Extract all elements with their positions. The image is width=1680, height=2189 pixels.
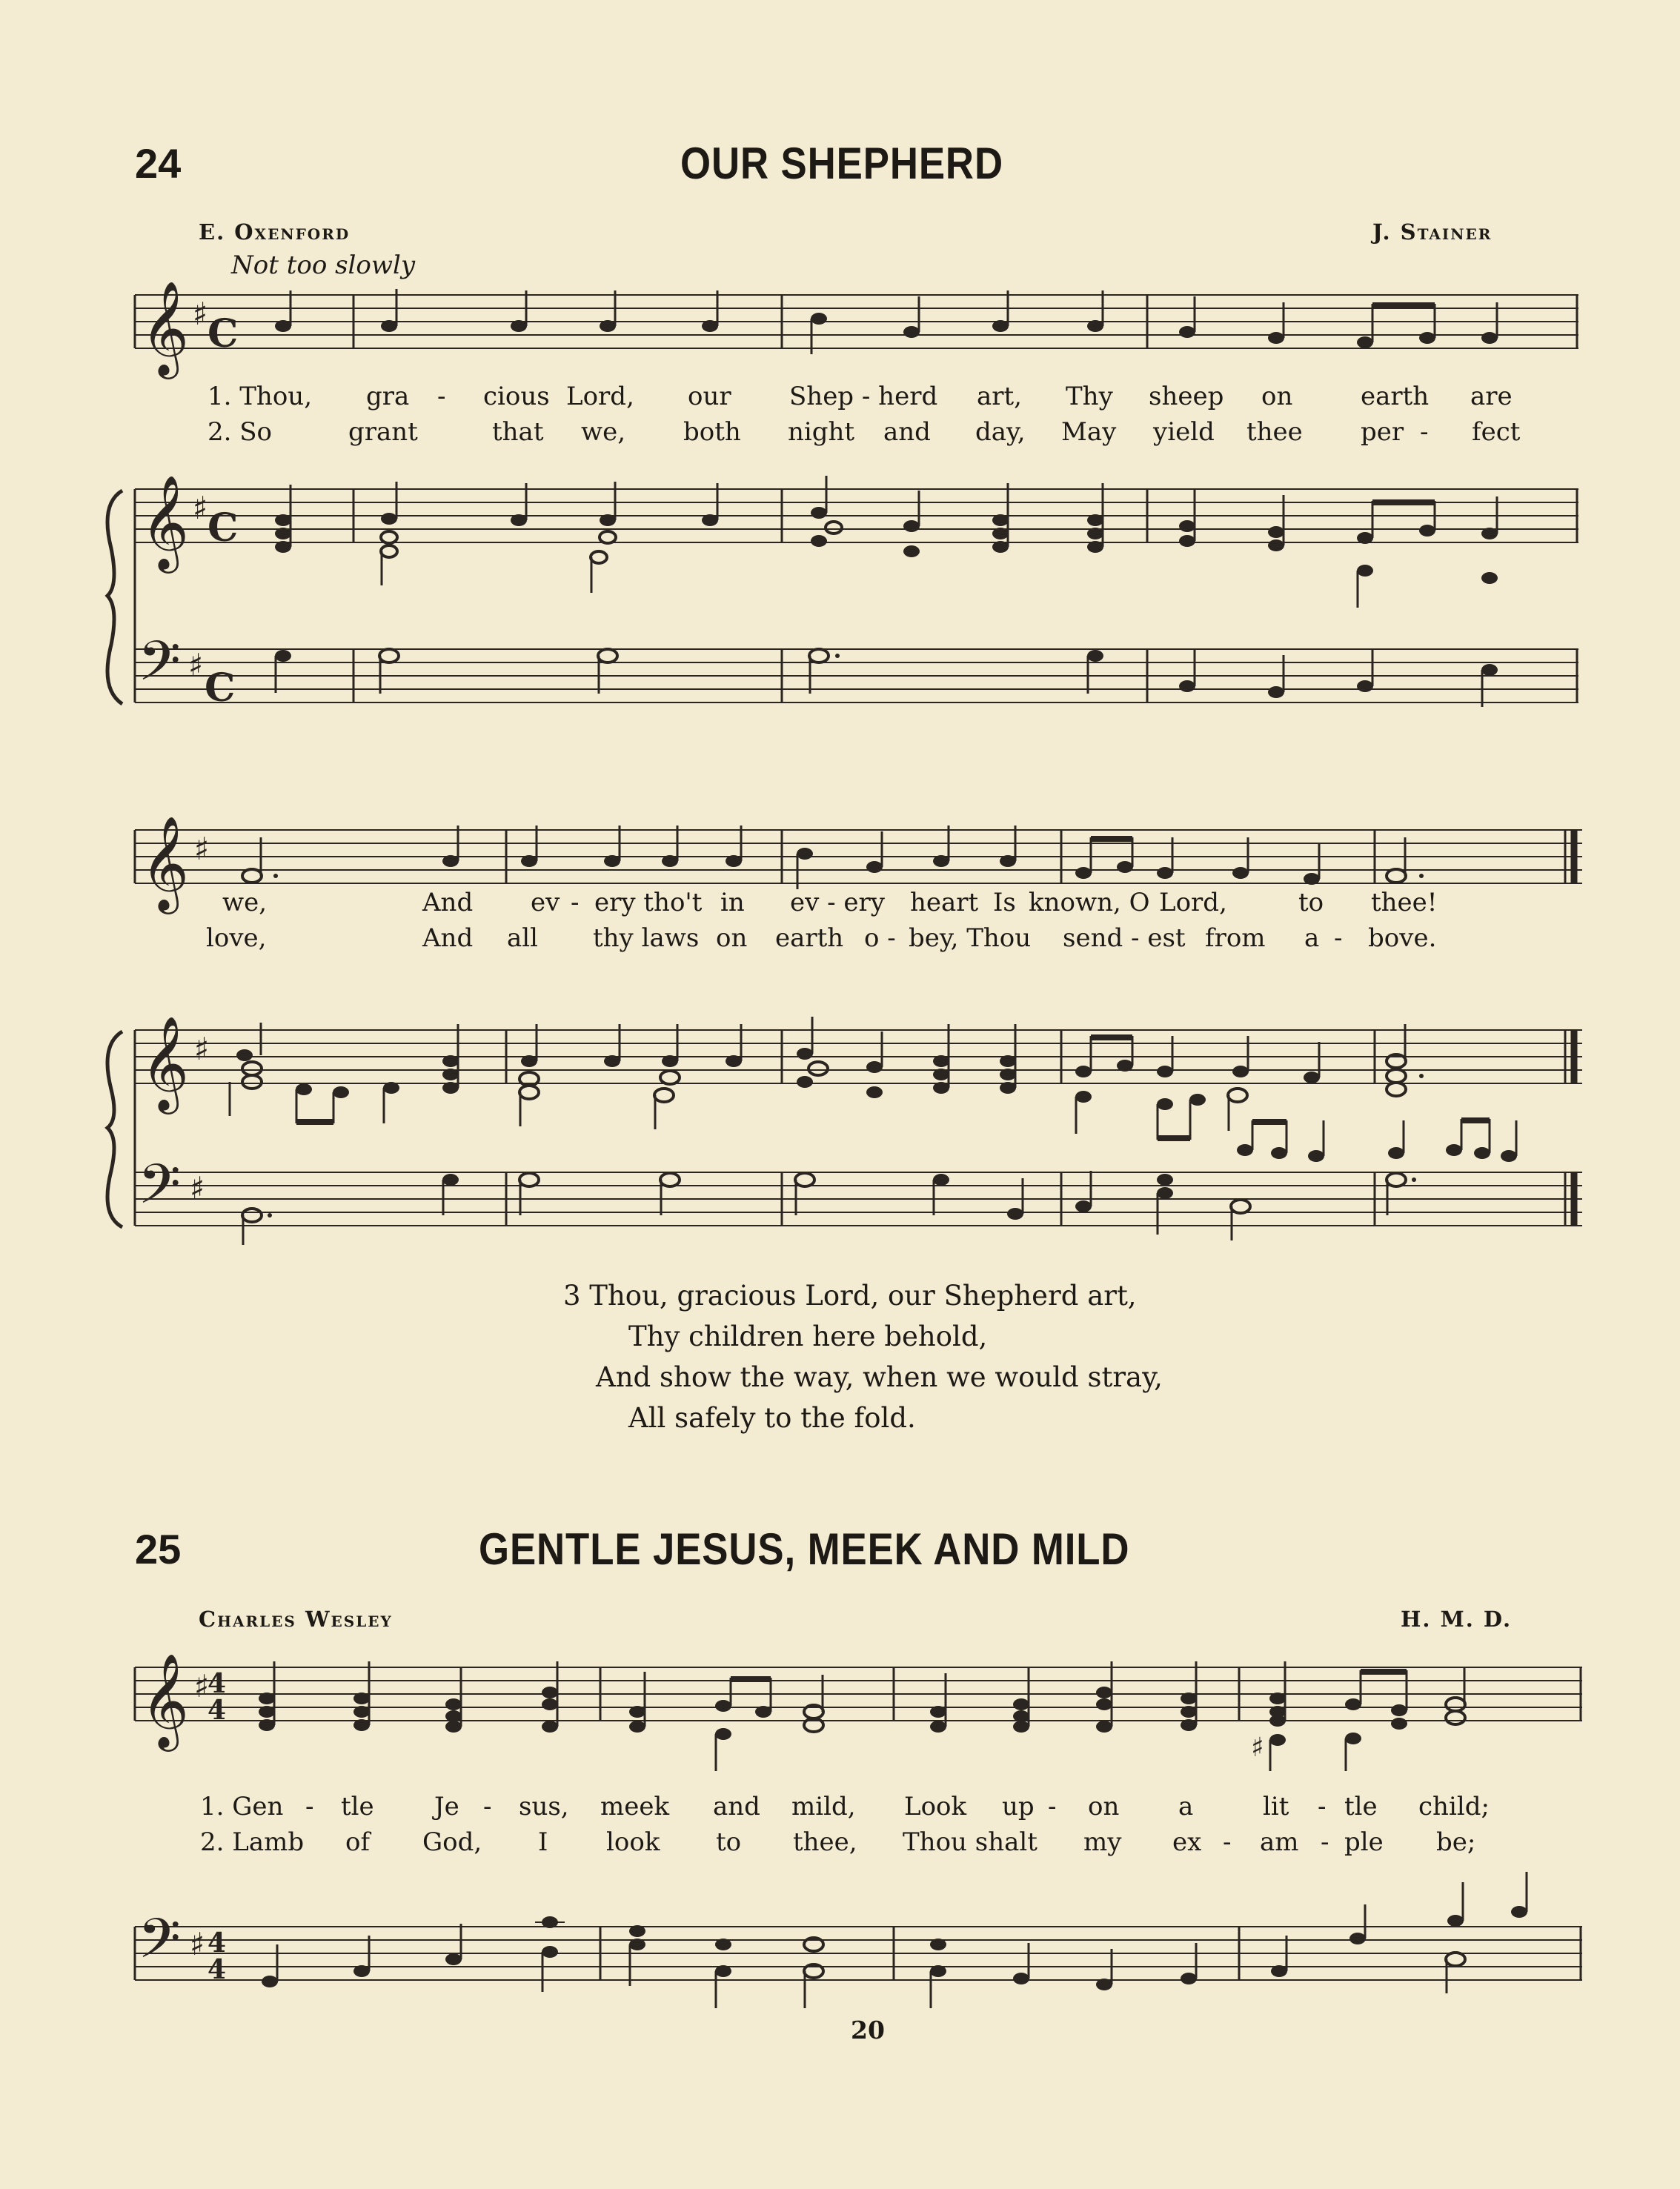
lyric: - [437,382,446,411]
lyric: thy laws [593,923,700,953]
lyric: from [1205,923,1266,953]
lyric: ple [1344,1827,1384,1857]
lyric: Shep - herd [789,382,938,411]
lyric: to [1298,888,1324,917]
lyric: ex [1172,1827,1202,1857]
lyric: of [345,1827,371,1857]
lyric: May [1061,417,1117,447]
score-system-1 [0,282,1680,726]
composer-credit: J. Stainer [1372,219,1493,245]
svg-text:𝄞: 𝄞 [141,815,190,910]
lyric: ery tho't [594,888,703,917]
lyric: all [507,923,539,953]
treble-staff [135,1667,1582,1721]
lyric: my [1083,1827,1122,1857]
lyric: be; [1436,1827,1476,1857]
lyric: up [1002,1792,1035,1821]
svg-text:𝄞: 𝄞 [141,282,190,375]
lyric: are [1470,382,1513,411]
composer-credit: H. M. D. [1401,1607,1513,1632]
svg-text:𝄢: 𝄢 [138,629,181,707]
svg-text:C: C [207,311,239,356]
page-number: 20 [851,2016,885,2044]
lyric: mild, [791,1792,856,1821]
piano-treble-staff [135,1030,1582,1083]
lyric: thee, [793,1827,857,1857]
score-system-2 [0,785,1680,1245]
piano-bass-staff [135,1172,1582,1226]
lyric: God, [422,1827,482,1857]
svg-text:♯: ♯ [194,831,210,867]
svg-text:♯: ♯ [193,296,208,332]
lyric: gra [366,382,410,411]
lyric: sheep [1149,382,1224,411]
lyric: 1. Thou, [207,382,312,411]
lyric: to [716,1827,742,1857]
lyric: heart [910,888,979,917]
hymn-number-25: 25 [135,1526,182,1572]
lyric: 2. Lamb [200,1827,305,1857]
lyric: grant [348,417,418,447]
lyric: I [538,1827,548,1857]
lyric: on [716,923,748,953]
svg-text:C: C [207,505,239,551]
lyric: - [1420,417,1429,447]
svg-text:♯: ♯ [194,1031,210,1067]
lyric: Thy [1066,382,1113,411]
lyric: lit [1263,1792,1289,1821]
piano-bass-staff [135,649,1578,702]
lyric: bove. [1368,923,1437,953]
lyric: o - [864,923,896,953]
lyric: - [483,1792,492,1821]
lyric: - [1334,923,1343,953]
svg-text:♯: ♯ [1251,1733,1264,1763]
hymn-number-24: 24 [135,140,182,187]
lyric: day, [975,417,1026,447]
lyric: cious [483,382,550,411]
hymn-title-our-shepherd: OUR SHEPHERD [680,139,1003,188]
lyric: - [1048,1792,1057,1821]
lyric: - [305,1792,314,1821]
lyric: Lord, [1159,888,1227,917]
lyric: night [788,417,855,447]
lyric: known, O [1029,888,1150,917]
lyric: both [683,417,741,447]
svg-text:♯: ♯ [193,490,208,526]
lyric: And [422,888,474,917]
lyric: art, [977,382,1022,411]
lyric: 2. So [207,417,273,447]
lyric: thee [1246,417,1303,447]
svg-text:𝄞: 𝄞 [141,1015,190,1110]
lyric: Is [993,888,1016,917]
lyric: meek [600,1792,670,1821]
lyric: ev - ery [790,888,886,917]
lyric: And [422,923,474,953]
svg-text:♯: ♯ [190,1170,205,1206]
lyric: - [1321,1827,1329,1857]
svg-text:C: C [205,665,236,711]
lyric: and [713,1792,760,1821]
author-credit: Charles Wesley [199,1607,393,1632]
svg-text:𝄞: 𝄞 [141,474,190,569]
piano-treble-notes [230,1017,1424,1140]
treble-notes [259,1661,1465,1771]
svg-text:4: 4 [207,1927,227,1959]
lyric: yield [1153,417,1215,447]
lyric: earth [775,923,844,953]
tempo-marking: Not too slowly [231,250,416,280]
lyric: bey, Thou [909,923,1032,953]
author-credit: E. Oxenford [199,219,351,245]
lyric: love, [206,923,267,953]
lyric: in [720,888,745,917]
svg-text:♯: ♯ [194,1668,210,1704]
svg-text:𝄢: 𝄢 [138,1152,181,1230]
lyric: a [1304,923,1320,953]
svg-text:♯: ♯ [188,647,204,683]
svg-text:𝄞: 𝄞 [141,1652,190,1747]
lyric: tle [341,1792,374,1821]
verse-line: 3 Thou, gracious Lord, our Shepherd art, [563,1280,1137,1312]
lyric: our [688,382,731,411]
lyric: am [1260,1827,1299,1857]
svg-text:4: 4 [207,1695,227,1726]
lyric: that [492,417,544,447]
melody-staff [135,830,1582,883]
svg-text:4: 4 [207,1954,227,1985]
lyric: - [1223,1827,1232,1857]
lyric: thee! [1371,888,1438,917]
verse-line: All safely to the fold. [628,1402,916,1434]
lyric: fect [1472,417,1521,447]
lyric: on [1261,382,1293,411]
svg-text:𝄢: 𝄢 [138,1907,181,1984]
lyric: per [1361,417,1404,447]
hymn-title-gentle-jesus: GENTLE JESUS, MEEK AND MILD [479,1524,1130,1574]
svg-text:4: 4 [207,1668,227,1699]
lyric: Je [434,1792,459,1821]
lyric: we, [222,888,268,917]
lyric: send - est [1063,923,1186,953]
lyric: Thou shalt [903,1827,1037,1857]
lyric: child; [1418,1792,1490,1821]
lyric: on [1088,1792,1120,1821]
verse-line: Thy children here behold, [628,1321,988,1352]
lyric: and [883,417,931,447]
piano-bass-notes [275,649,1498,707]
lyric: 1. Gen [200,1792,284,1821]
lyric: Lord, [566,382,634,411]
lyric: ev [531,888,560,917]
lyric: - [1318,1792,1327,1821]
lyric: look [606,1827,660,1857]
lyric: Look [904,1792,967,1821]
verse-line: And show the way, when we would stray, [596,1361,1163,1393]
lyric: sus, [519,1792,569,1821]
svg-text:♯: ♯ [190,1926,205,1962]
lyric: earth [1361,382,1430,411]
lyric: we, [581,417,626,447]
lyric: - [571,888,580,917]
lyric: tle [1344,1792,1378,1821]
lyric: a [1178,1792,1194,1821]
